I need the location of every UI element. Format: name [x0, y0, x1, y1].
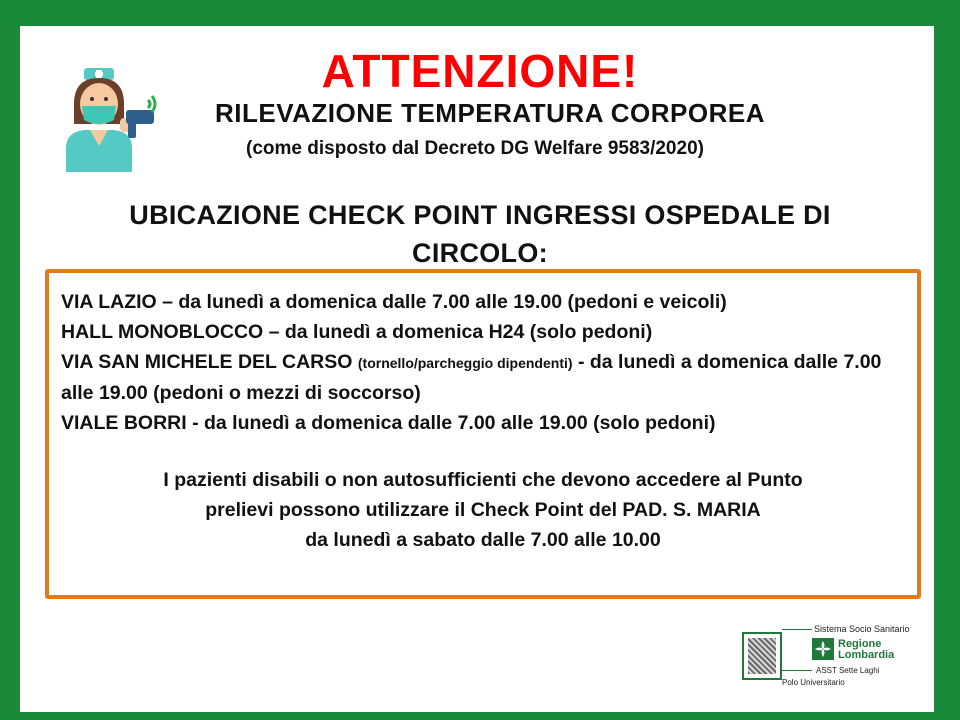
polo-label: Polo Universitario — [782, 678, 845, 687]
note-line: da lunedì a sabato dalle 7.00 alle 10.00 — [305, 529, 661, 551]
checkpoint-item-hours: - da lunedì a domenica dalle 7.00 alle 19.00 (pedoni o mezzi di soccorso) — [61, 351, 882, 404]
disabled-patients-note — [49, 465, 917, 555]
hospital-seal-icon — [742, 632, 782, 680]
region-label: Regione — [838, 638, 882, 650]
asst-label: ASST Sette Laghi — [816, 666, 880, 675]
page-title: ATTENZIONE! — [321, 45, 639, 97]
checkpoint-box — [45, 269, 921, 599]
note-line: prelievi possono utilizzare il Check Point del PAD. S. MARIA — [205, 499, 761, 521]
checkpoint-item: HALL MONOBLOCCO – da lunedì a domenica H24 (solo pedoni) — [61, 321, 653, 343]
decree-reference: (come disposto dal Decreto DG Welfare 9583/2020) — [246, 138, 704, 159]
divider — [782, 670, 812, 671]
divider — [782, 629, 812, 630]
footer-logos — [736, 620, 916, 710]
location-title: UBICAZIONE CHECK POINT INGRESSI OSPEDALE DI CIRCOLO: — [129, 200, 831, 268]
checkpoint-item: VIALE BORRI - da lunedì a domenica dalle 7.00 alle 19.00 (solo pedoni) — [61, 412, 716, 434]
regione-lombardia-cross-icon — [812, 638, 834, 660]
checkpoint-item-name: VIA SAN MICHELE DEL CARSO — [61, 351, 358, 373]
checkpoint-item: VIA LAZIO – da lunedì a domenica dalle 7.00 alle 19.00 (pedoni e veicoli) — [61, 291, 727, 313]
subtitle: RILEVAZIONE TEMPERATURA CORPOREA — [215, 98, 765, 128]
checkpoint-item-detail: (tornello/parcheggio dipendenti) — [357, 355, 573, 371]
note-line: I pazienti disabili o non autosufficienti che devono accedere al Punto — [163, 469, 803, 491]
system-label: Sistema Socio Sanitario — [814, 624, 910, 634]
checkpoint-list — [61, 287, 911, 438]
region-label: Lombardia — [838, 649, 895, 661]
checkpoint-item — [61, 347, 911, 408]
